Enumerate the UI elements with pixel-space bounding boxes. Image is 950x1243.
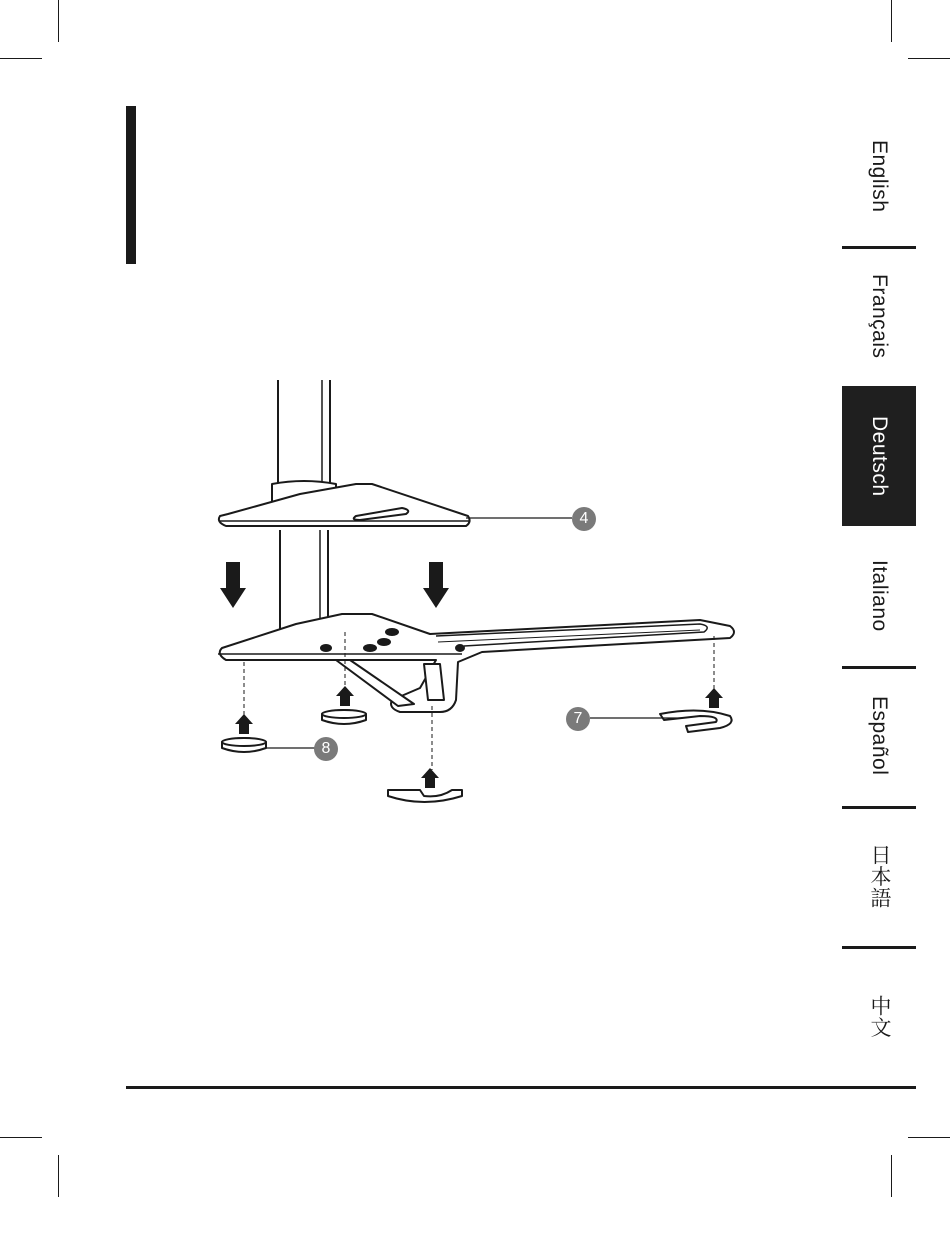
tab-label: 中文 — [868, 994, 891, 1038]
tab-label: 日本語 — [868, 843, 891, 909]
tab-label: Français — [868, 273, 891, 359]
up-arrow-icon — [235, 714, 253, 734]
base-plate — [220, 614, 734, 712]
callout-4: 4 — [572, 507, 596, 531]
u-washer — [388, 790, 462, 802]
up-arrow-icon — [421, 768, 439, 788]
tab-label: English — [868, 139, 891, 213]
callout-8: 8 — [314, 737, 338, 761]
down-arrow-icon — [423, 562, 449, 608]
top-plate — [219, 484, 470, 526]
down-arrow-icon — [220, 562, 246, 608]
u-washer — [660, 710, 732, 732]
up-arrow-icon — [336, 686, 354, 706]
up-arrow-icon — [705, 688, 723, 708]
tab-label: Deutsch — [868, 415, 891, 497]
tab-label: Español — [868, 696, 891, 776]
callout-7: 7 — [566, 707, 590, 731]
tab-label: Italiano — [868, 560, 891, 632]
